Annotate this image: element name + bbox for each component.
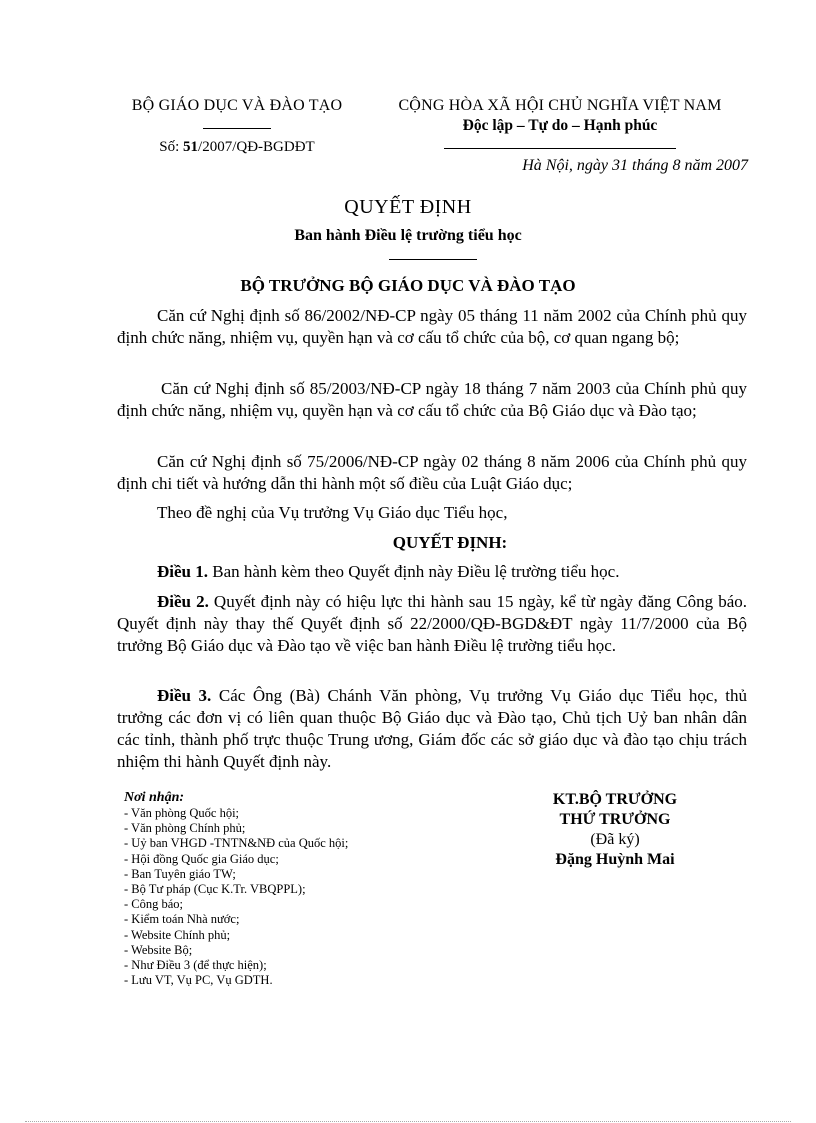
signature-signed-note: (Đã ký) (590, 831, 640, 848)
doc-number-bold: 51 (183, 139, 199, 155)
preamble-paragraph-4: Theo đề nghị của Vụ trưởng Vụ Giáo dục Tiểu học, (157, 503, 508, 522)
issuing-authority: BỘ TRƯỞNG BỘ GIÁO DỤC VÀ ĐÀO TẠO (240, 276, 576, 295)
recipient-item: - Như Điều 3 (để thực hiện); (124, 958, 267, 973)
ministry-underline (203, 128, 271, 129)
article-1 (117, 561, 747, 583)
signature-title-1: KT.BỘ TRƯỞNG (552, 791, 678, 808)
national-motto: Độc lập – Tự do – Hạnh phúc (462, 117, 658, 134)
recipients-heading: Nơi nhận: (124, 790, 185, 805)
recipient-item: - Uỷ ban VHGD -TNTN&NĐ của Quốc hội; (124, 836, 349, 851)
signature-title-2: THỨ TRƯỞNG (559, 811, 671, 828)
recipient-item: - Hội đồng Quốc gia Giáo dục; (124, 851, 279, 866)
page-bottom-border (25, 1121, 791, 1122)
recipient-item: - Ban Tuyên giáo TW; (124, 866, 236, 881)
preamble-paragraph-2: Căn cứ Nghị định số 85/2003/NĐ-CP ngày 18 tháng 7 năm 2003 của Chính phủ quy định chức năng, nhiệm vụ, quyền hạn và cơ cấu tổ chức của Bộ Giáo dục và Đào tạo; (117, 379, 747, 420)
doc-number-prefix: Số: (159, 139, 184, 155)
ministry-name: BỘ GIÁO DỤC VÀ ĐÀO TẠO (131, 97, 343, 114)
recipients-list (124, 790, 348, 988)
article-1-text: Ban hành kèm theo Quyết định này Điều lệ trường tiểu học. (208, 562, 620, 581)
recipient-item: - Văn phòng Quốc hội; (124, 806, 240, 820)
article-1-label: Điều 1. (157, 562, 208, 581)
article-2 (117, 591, 747, 657)
recipient-item: - Bộ Tư pháp (Cục K.Tr. VBQPPL); (124, 882, 306, 897)
recipient-item: - Văn phòng Chính phủ; (124, 821, 246, 836)
article-2-text: Quyết định này có hiệu lực thi hành sau 15 ngày, kể từ ngày đăng Công báo. Quyết định này thay thế Quyết định số 22/2000/QĐ-BGD&ĐT ngày 11/7/2000 của Bộ trưởng Bộ Giáo dục và Đào tạo về việc ban hành Điều lệ trường tiểu học. (117, 592, 747, 655)
recipient-item: - Lưu VT, Vụ PC, Vụ GDTH. (124, 973, 273, 988)
recipient-item: - Website Bộ; (124, 942, 193, 957)
document-subtitle: Ban hành Điều lệ trường tiểu học (294, 227, 522, 244)
subtitle-underline (389, 259, 477, 260)
republic-name: CỘNG HÒA XÃ HỘI CHỦ NGHĨA VIỆT NAM (398, 97, 722, 114)
signatory-name: Đặng Huỳnh Mai (555, 851, 675, 868)
doc-number-suffix: /2007/QĐ-BGDĐT (198, 139, 315, 155)
place-date: Hà Nội, ngày 31 tháng 8 năm 2007 (522, 157, 748, 174)
motto-underline (444, 148, 676, 149)
article-3-text: Các Ông (Bà) Chánh Văn phòng, Vụ trưởng Vụ Giáo dục Tiểu học, thủ trưởng các đơn vị có liên quan thuộc Bộ Giáo dục và Đào tạo, Chủ tịch Uỷ ban nhân dân các tỉnh, thành phố trực thuộc Trung ương, Giám đốc các sở giáo dục và đào tạo chịu trách nhiệm thi hành Quyết định này. (117, 686, 748, 771)
signature-block (500, 790, 730, 870)
preamble-paragraph-3: Căn cứ Nghị định số 75/2006/NĐ-CP ngày 02 tháng 8 năm 2006 của Chính phủ quy định chi tiết và hướng dẫn thi hành một số điều của Luật Giáo dục; (117, 452, 747, 493)
preamble-paragraph-1: Căn cứ Nghị định số 86/2002/NĐ-CP ngày 05 tháng 11 năm 2002 của Chính phủ quy định chức năng, nhiệm vụ, quyền hạn và cơ cấu tổ chức của bộ, cơ quan ngang bộ; (117, 306, 747, 347)
document-number (118, 139, 356, 156)
article-2-label: Điều 2. (157, 592, 209, 611)
article-3-label: Điều 3. (157, 686, 212, 705)
decision-heading: QUYẾT ĐỊNH: (392, 533, 508, 552)
recipient-item: - Kiểm toán Nhà nước; (124, 912, 240, 927)
document-title: QUYẾT ĐỊNH (344, 196, 472, 218)
recipient-item: - Website Chính phủ; (124, 927, 231, 942)
article-3 (117, 685, 747, 773)
recipient-item: - Công báo; (124, 897, 184, 912)
